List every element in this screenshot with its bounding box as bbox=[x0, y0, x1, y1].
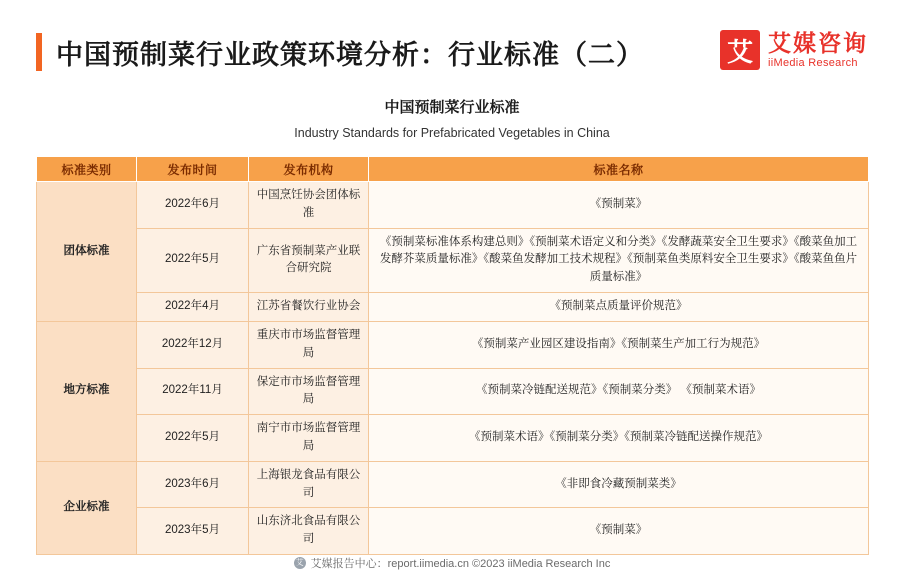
table-row bbox=[37, 293, 869, 322]
date-cell: 2023年5月 bbox=[137, 508, 249, 555]
footer-text: 艾媒报告中心：report.iimedia.cn ©2023 iiMedia Research Inc bbox=[310, 558, 611, 570]
brand-logo bbox=[720, 30, 868, 74]
table-row bbox=[37, 368, 869, 415]
category-cell: 地方标准 bbox=[37, 321, 137, 461]
chart-title-en: Industry Standards for Prefabricated Vegetables in China bbox=[294, 126, 610, 140]
date-cell: 2022年5月 bbox=[137, 228, 249, 292]
date-cell: 2022年4月 bbox=[137, 293, 249, 322]
chart-title-cn: 中国预制菜行业标准 bbox=[384, 99, 520, 116]
table-row bbox=[37, 228, 869, 292]
standard-name-cell: 《预制菜标准体系构建总则》《预制菜术语定义和分类》《发酵蔬菜安全卫生要求》《酸菜鱼加工发酵芥菜质量标准》《酸菜鱼发酵加工技术规程》《预制菜鱼类原料安全卫生要求》《酸菜鱼鱼片质量标准》 bbox=[369, 228, 869, 292]
standard-name-cell: 《非即食冷藏预制菜类》 bbox=[369, 461, 869, 508]
logo-name-en: iiMedia Research bbox=[768, 57, 858, 70]
standard-name-cell: 《预制菜》 bbox=[369, 508, 869, 555]
table-header-row bbox=[37, 157, 869, 182]
standard-name-cell: 《预制菜冷链配送规范》《预制菜分类》 《预制菜术语》 bbox=[369, 368, 869, 415]
table-row bbox=[37, 461, 869, 508]
date-cell: 2023年6月 bbox=[137, 461, 249, 508]
org-cell: 重庆市市场监督管理局 bbox=[249, 321, 369, 368]
footer bbox=[0, 555, 904, 571]
category-cell: 企业标准 bbox=[37, 461, 137, 554]
column-header-org: 发布机构 bbox=[249, 157, 369, 182]
standard-name-cell: 《预制菜产业园区建设指南》《预制菜生产加工行为规范》 bbox=[369, 321, 869, 368]
logo-text bbox=[768, 31, 868, 69]
table-row bbox=[37, 182, 869, 229]
table-row bbox=[37, 321, 869, 368]
date-cell: 2022年12月 bbox=[137, 321, 249, 368]
org-cell: 江苏省餐饮行业协会 bbox=[249, 293, 369, 322]
org-cell: 山东济北食品有限公司 bbox=[249, 508, 369, 555]
column-header-category: 标准类别 bbox=[37, 157, 137, 182]
date-cell: 2022年11月 bbox=[137, 368, 249, 415]
logo-mark-icon: 艾 bbox=[720, 30, 760, 70]
org-cell: 广东省预制菜产业联合研究院 bbox=[249, 228, 369, 292]
page-title: 中国预制菜行业政策环境分析：行业标准（二） bbox=[56, 39, 644, 70]
standard-name-cell: 《预制菜点质量评价规范》 bbox=[369, 293, 869, 322]
org-cell: 保定市市场监督管理局 bbox=[249, 368, 369, 415]
date-cell: 2022年6月 bbox=[137, 182, 249, 229]
title-accent-bar bbox=[36, 33, 42, 71]
standard-name-cell: 《预制菜术语》《预制菜分类》《预制菜冷链配送操作规范》 bbox=[369, 415, 869, 462]
standard-name-cell: 《预制菜》 bbox=[369, 182, 869, 229]
org-cell: 中国烹饪协会团体标准 bbox=[249, 182, 369, 229]
column-header-name: 标准名称 bbox=[369, 157, 869, 182]
standards-table bbox=[36, 156, 869, 555]
category-cell: 团体标准 bbox=[37, 182, 137, 322]
copyright-icon: 艾 bbox=[295, 558, 304, 567]
table-row bbox=[37, 508, 869, 555]
org-cell: 南宁市市场监督管理局 bbox=[249, 415, 369, 462]
org-cell: 上海银龙食品有限公司 bbox=[249, 461, 369, 508]
date-cell: 2022年5月 bbox=[137, 415, 249, 462]
slide-header bbox=[0, 0, 904, 74]
standards-table-wrapper bbox=[36, 156, 868, 555]
column-header-date: 发布时间 bbox=[137, 157, 249, 182]
table-row bbox=[37, 415, 869, 462]
logo-name-cn: 艾媒咨询 bbox=[768, 29, 868, 56]
